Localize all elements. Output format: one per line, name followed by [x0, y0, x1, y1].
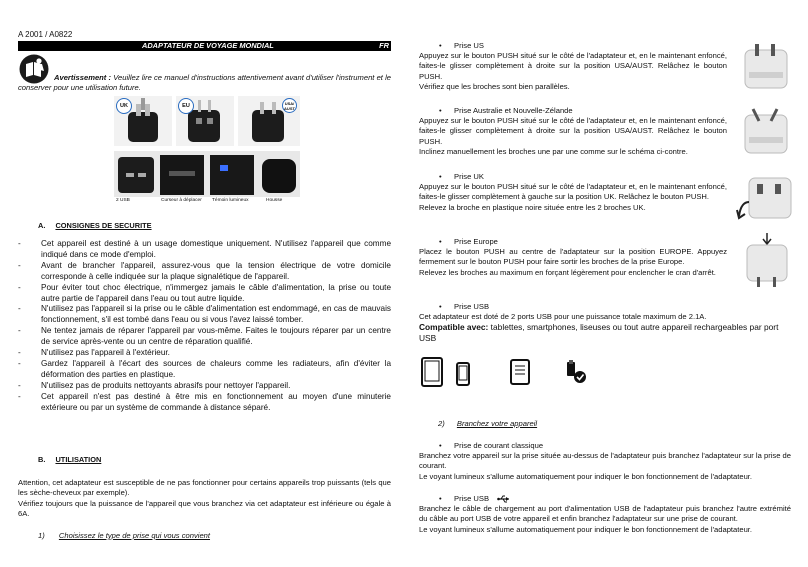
section-b-number: B.	[38, 455, 46, 464]
safety-list	[18, 239, 391, 414]
list-item: - Cet appareil n'est pas destiné à être mis en fonctionnement au moyen d'une minuterie extérieure ou par un système de commande à distance séparé.	[18, 392, 391, 414]
compat-label: Compatible avec:	[419, 322, 489, 333]
header-title: ADAPTATEUR DE VOYAGE MONDIAL	[142, 41, 274, 50]
usb-outlet-name	[419, 494, 791, 504]
usage-warning: Attention, cet adaptateur est susceptible de ne pas fonctionner pour certains appareils trop puissants (tels que les sèche-cheveux par exemple).	[18, 478, 391, 498]
classic-outlet-block	[419, 441, 791, 482]
adapter-eu-diagram	[741, 231, 793, 289]
plug-uk-name: • Prise UK	[419, 172, 727, 182]
badge-uk: UK	[116, 98, 132, 114]
eu-photo	[176, 96, 234, 146]
plug-us-text: Appuyez sur le bouton PUSH situé sur le côté de l'adaptateur et, en le maintenant enfoncé, faites-le glisser complètement à droite sur la position USA/AUST. Relâchez le bouton PUSH.	[419, 51, 727, 81]
classic-outlet-name: • Prise de courant classique	[419, 441, 791, 451]
usb-outlet-block	[419, 494, 791, 535]
photo-captions	[114, 197, 300, 205]
list-item: - Avant de brancher l'appareil, assurez-vous que la tension électrique de votre domicile corresponde à celle indiquée sur la plaque signalétique de l'appareil.	[18, 261, 391, 283]
usb-block	[419, 302, 791, 344]
plug-aus-name: • Prise Australie et Nouvelle-Zélande	[419, 106, 727, 116]
plug-aus-block	[419, 106, 727, 157]
section-b-heading	[38, 455, 101, 465]
adapter-us-diagram	[741, 42, 793, 92]
section-a-heading	[38, 221, 152, 231]
warning-label: Avertissement :	[54, 73, 112, 82]
plug-eu-name: • Prise Europe	[419, 237, 727, 247]
step-2-heading	[438, 419, 537, 429]
plug-aus-note: Inclinez manuellement les broches une par une comme sur le schéma ci-contre.	[419, 146, 688, 156]
classic-outlet-note: Le voyant lumineux s'allume automatiquement pour indiquer le bon fonctionnement de l'adaptateur.	[419, 471, 753, 481]
usb-compatibility	[419, 322, 791, 344]
plug-us-block	[419, 41, 727, 92]
classic-outlet-text: Branchez votre appareil sur la prise située au-dessus de l'adaptateur puis branchez l'adaptateur sur la prise de courant.	[419, 451, 791, 471]
section-b-title: UTILISATION	[55, 455, 102, 464]
list-item: - Cet appareil est destiné à un usage domestique uniquement. N'utilisez l'appareil que comme indiqué dans ce mode d'emploi.	[18, 239, 391, 261]
plug-eu-note: Relevez les broches au maximum en forçant légèrement pour enclencher le cran d'arrêt.	[419, 267, 716, 277]
usb-name: • Prise USB	[419, 302, 791, 312]
usb-text: Cet adaptateur est doté de 2 ports USB pour une puissance totale maximum de 2.1A.	[419, 312, 707, 322]
list-item: - N'utilisez pas de produits nettoyants abrasifs pour nettoyer l'appareil.	[18, 381, 391, 392]
plug-us-name: • Prise US	[419, 41, 727, 51]
caption-pouch: Housse	[266, 198, 283, 203]
usb-outlet-label: Prise USB	[454, 494, 490, 503]
detail-photos	[114, 151, 300, 197]
usb-outlet-text: Branchez le câble de chargement au port d'alimentation USB de l'adaptateur puis branchez l'autre extrémité du câble au port USB de votre appareil et enfin branchez l'adaptateur sur une prise de courant.	[419, 504, 791, 524]
step-2-title: Branchez votre appareil	[456, 419, 538, 428]
adapter-aus-diagram	[741, 107, 793, 157]
header-bar	[18, 41, 391, 51]
usage-power: Vérifiez toujours que la puissance de l'appareil que vous branchez via cet adaptateur est inférieure ou égale à 6A.	[18, 499, 391, 519]
caption-indicator: Témoin lumineux	[212, 198, 249, 203]
warning-text	[18, 73, 391, 93]
list-item: - Pour éviter tout choc électrique, n'immergez jamais le câble d'alimentation, la prise ou toute autre partie de l'appareil dans l'eau ou tout autre liquide.	[18, 283, 391, 305]
header-language: FR	[379, 41, 389, 50]
warning-body: Veuillez lire ce manuel d'instructions attentivement avant d'utiliser l'instrument et le conserver pour une utilisation future.	[18, 73, 391, 93]
step-1-title: Choisissez le type de prise qui vous convient	[58, 531, 211, 540]
usb-symbol-icon	[497, 495, 511, 503]
plug-uk-block	[419, 172, 727, 213]
section-a-number: A.	[38, 221, 46, 230]
plug-eu-block	[419, 237, 727, 278]
usa-photo	[238, 96, 300, 146]
list-item: - Gardez l'appareil à l'écart des sources de chaleurs comme les radiateurs, afin d'éviter la déformation des parties en plastique.	[18, 359, 391, 381]
badge-eu: EU	[178, 98, 194, 114]
document-id: A 2001 / A0822	[18, 30, 73, 39]
step-1-number: 1)	[38, 531, 45, 540]
plug-uk-text: Appuyez sur le bouton PUSH situé sur le côté de l'adaptateur et, en le maintenant enfoncé, faites-le glisser complètement à gauche sur la position UK. Relâchez le bouton PUSH.	[419, 182, 727, 202]
list-item: - Ne tentez jamais de réparer l'appareil par vous-même. Faites le toujours réparer par un centre de service après-vente ou un centre de réparation qualifié.	[18, 326, 391, 348]
product-photos	[114, 96, 301, 204]
badge-usa-aust: USA/ AUST	[282, 98, 297, 113]
plug-uk-note: Relevez la broche en plastique noire située entre les 2 broches UK.	[419, 202, 646, 212]
usb-device-check-icon	[564, 360, 588, 384]
ereader-icon	[510, 359, 530, 385]
adapter-details-image	[114, 151, 300, 197]
adapter-uk-diagram	[735, 172, 795, 224]
tablet-icon	[421, 357, 443, 387]
plug-aus-text: Appuyez sur le bouton PUSH situé sur le côté de l'adaptateur et, en le maintenant enfoncé, faites-le glisser complètement à droite sur la position USA/AUST. Relâchez le bouton PUSH.	[419, 116, 727, 146]
list-item: - N'utilisez pas l'appareil si la prise ou le câble d'alimentation est endommagé, en cas de mauvais fonctionnement, s'il est tombé dans l'eau ou si vous l'avez laissé tomber.	[18, 304, 391, 326]
step-2-number: 2)	[438, 419, 445, 428]
list-item: - N'utilisez pas l'appareil à l'extérieur.	[18, 348, 391, 359]
caption-usb: 2 USB	[116, 198, 130, 203]
step-1-heading	[38, 531, 210, 541]
uk-photo	[114, 96, 172, 146]
plug-us-note: Vérifiez que les broches sont bien parallèles.	[419, 81, 570, 91]
smartphone-icon	[456, 362, 470, 386]
compat-text: tablettes, smartphones, liseuses ou tout autre appareil rechargeables par port USB	[419, 322, 779, 344]
section-a-title: CONSIGNES DE SECURITE	[55, 221, 152, 230]
caption-slider: Curseur à déplacer	[161, 198, 202, 203]
usb-outlet-note: Le voyant lumineux s'allume automatiquement pour indiquer le bon fonctionnement de l'adaptateur.	[419, 524, 753, 534]
plug-eu-text: Placez le bouton PUSH au centre de l'adaptateur sur la position EUROPE. Appuyez fermement sur le bouton PUSH pour faire sortir les broches de la prise Europe.	[419, 247, 727, 267]
